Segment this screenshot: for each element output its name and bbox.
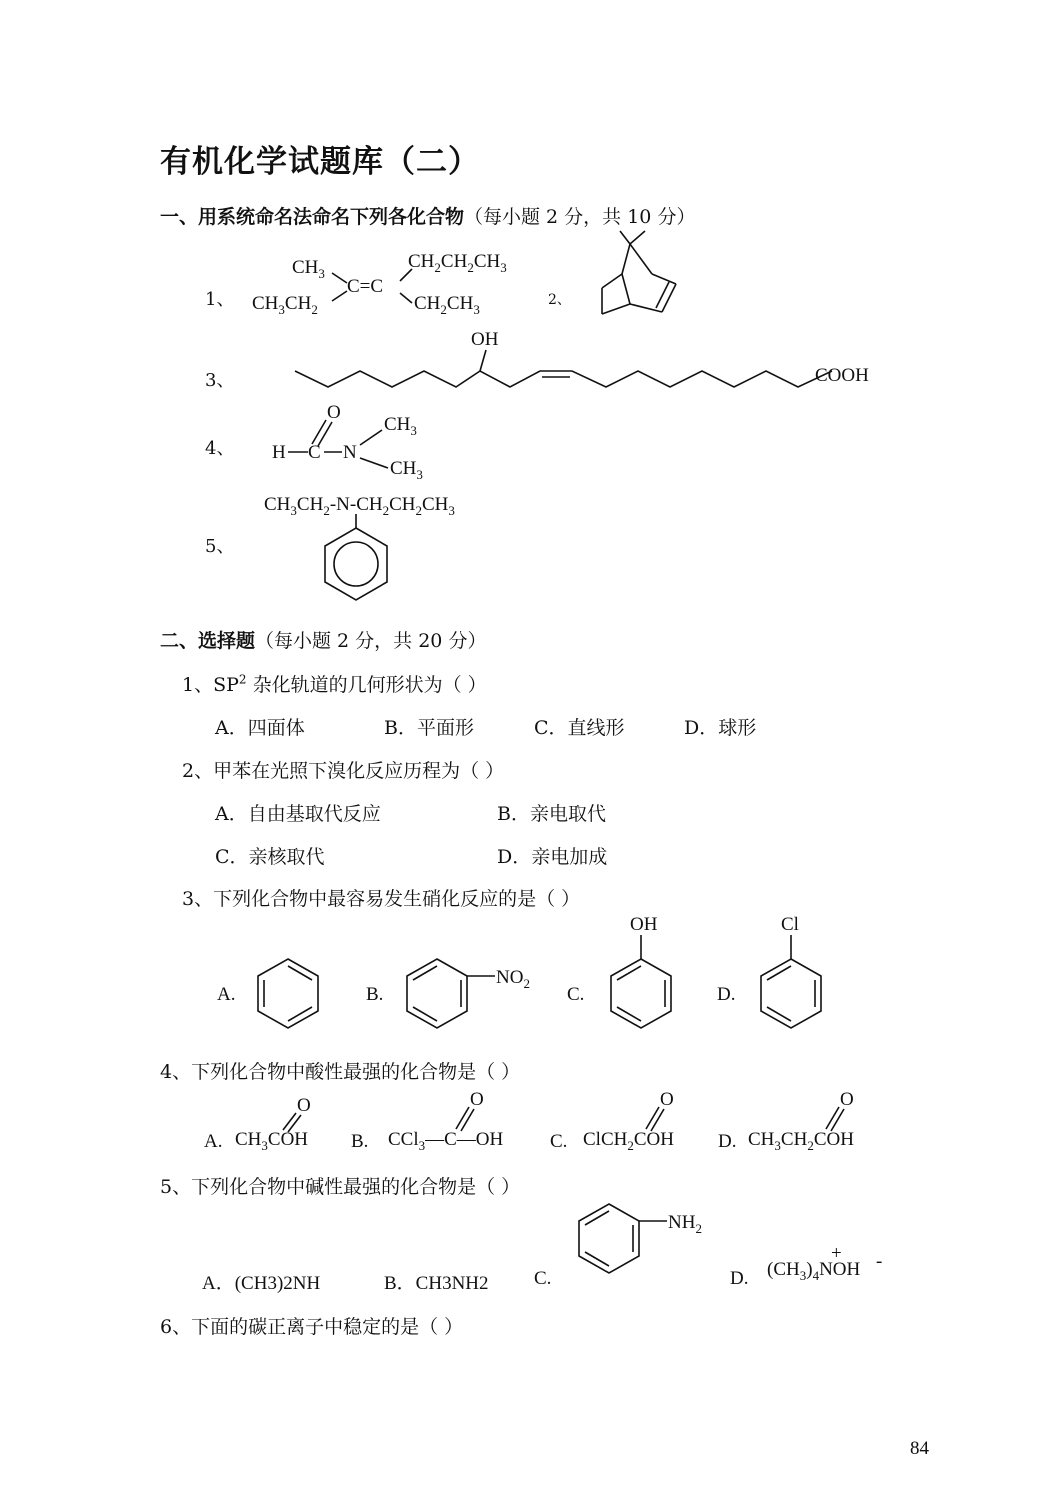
q4-option-a[interactable]: A. [204,1131,223,1152]
structure-1-alkene [250,245,540,325]
s4-ch3-a: $CH_3$ [384,414,417,438]
q5-ammonium-hydroxide [765,1245,905,1285]
q4-option-b[interactable]: B. [351,1131,369,1152]
q4-option-c[interactable]: C. [550,1131,568,1152]
q3d-ring [761,959,821,1028]
page-title: 有机化学试题库（二） [160,144,480,180]
page-number: 84 [910,1438,929,1459]
s2-double-bond [656,282,669,308]
s5-formula: $CH_3CH_2-N-CH_2CH_2CH_3$ [264,494,455,518]
s1-c-double-c: C=C [347,276,384,297]
q4b-o: O [470,1089,484,1110]
q3c-oh: OH [630,914,658,935]
item-label-3: 3、 [205,370,235,391]
q5c-ring [579,1204,639,1273]
s3-oh-bond [480,350,486,371]
s4-c: C [308,442,321,463]
q3-chlorobenzene [754,910,834,1035]
s1-bond-ll [332,291,347,301]
q3d-db2 [767,966,791,980]
q4b-co-b [461,1109,474,1131]
q3b-no2: $NO_2$ [496,967,530,991]
s3-oh: OH [471,329,499,350]
s4-nme-b [360,458,388,468]
item-label-5: 5、 [205,536,235,557]
q2-option-d[interactable]: D．亲电加成 [497,846,608,868]
q4a-formula: $CH_3COH$ [235,1129,309,1153]
s1-ch3ch2-left: $CH_3CH_2$ [252,293,318,317]
q3b-db3 [413,1007,437,1021]
question-6: 6、下面的碳正离子中稳定的是（ ） [160,1316,464,1338]
q1-stem-sup: 2 [238,672,247,687]
q4c-co-a [646,1107,659,1129]
question-4: 4、下列化合物中酸性最强的化合物是（ ） [160,1061,521,1083]
s4-nme-a [360,430,382,445]
question-2: 2、甲苯在光照下溴化反应历程为（ ） [182,760,505,782]
q3a-ring [258,959,318,1028]
question-3: 3、下列化合物中最容易发生硝化反应的是（ ） [182,888,581,910]
s2-ring-3 [602,304,630,314]
q5-option-a[interactable]: A．(CH3)2NH [202,1273,321,1294]
q5d-plus: + [831,1243,842,1264]
q5d-formula: $(CH_3)_4NOH$ [767,1259,861,1283]
section2-heading [160,626,486,653]
q1-option-d[interactable]: D．球形 [684,717,757,739]
q4-option-d[interactable]: D. [718,1131,737,1152]
section2-note: （每小题 2 分，共 20 分） [255,630,487,652]
q3b-ring [407,959,467,1028]
s2-bridge-l [622,244,630,274]
s4-ch3-b: $CH_3$ [390,458,423,482]
q5d-minus: - [876,1251,883,1272]
q1-option-a[interactable]: A．四面体 [215,717,305,739]
q3-nitrobenzene [403,955,553,1035]
q3-option-b[interactable]: B. [366,984,384,1005]
q4c-o: O [660,1089,674,1110]
q4a-co-a [283,1113,296,1130]
q3a-db3 [288,1007,312,1021]
q2-option-c[interactable]: C．亲核取代 [215,846,325,868]
q3d-db3 [767,1007,791,1021]
s2-methyl-a [620,231,630,244]
s3-cooh: COOH [815,365,869,386]
s3-chain [295,371,832,387]
q3-option-d[interactable]: D. [717,984,736,1005]
q5c-db2 [585,1211,609,1225]
q3-phenol [604,910,684,1035]
section1-heading [160,202,695,229]
q1-option-c[interactable]: C．直线形 [534,717,625,739]
q5-aniline [575,1200,735,1280]
structure-2-bicyclic [590,226,690,326]
s2-methyl-b [630,231,645,244]
q3-benzene [254,955,324,1035]
q3a-db2 [288,966,312,980]
q3b-db2 [413,966,437,980]
section1-note: （每小题 2 分，共 10 分） [464,206,696,228]
s2-ring-6 [652,274,676,284]
s1-propyl: $CH_2CH_2CH_3$ [408,251,507,275]
s2-ring-1 [602,274,622,288]
s2-ring-5 [662,284,676,312]
q4c-formula: ClCH$_2$COH [583,1129,674,1153]
item-label-4: 4、 [205,438,235,459]
q3-option-c[interactable]: C. [567,984,585,1005]
s2-bridge-r [630,244,652,274]
q4d-co-a [826,1107,839,1129]
q4d-o: O [840,1089,854,1110]
question-1 [182,670,487,697]
s1-ch3-top: $CH_3$ [292,257,325,281]
q4a-o: O [297,1095,311,1116]
s4-co-bond-a [312,420,326,444]
q5c-db3 [585,1252,609,1266]
q1-stem-a: 1、SP [182,674,239,696]
s1-bond-ul [332,273,347,283]
s1-ethyl: $CH_2CH_3$ [414,293,480,317]
section2-heading-text: 二、选择题 [160,630,256,652]
q1-stem-b: 杂化轨道的几何形状为（ ） [246,674,487,696]
structure-3-fatty-acid [290,325,890,400]
structure-5-aniline [262,488,522,618]
q5-option-d[interactable]: D. [730,1268,749,1289]
q3-option-a[interactable]: A. [217,984,236,1005]
q2-option-b[interactable]: B．亲电取代 [497,803,606,825]
q4d-co-b [831,1109,844,1131]
question-5: 5、下列化合物中碱性最强的化合物是（ ） [160,1176,521,1198]
section1-heading-text: 一、用系统命名法命名下列各化合物 [160,206,465,228]
item-label-1: 1、 [205,289,235,310]
s4-h: H [272,442,286,463]
q1-option-b[interactable]: B．平面形 [384,717,474,739]
q3d-cl: Cl [781,914,799,935]
q5c-nh2: $NH_2$ [668,1212,702,1236]
structure-4-amide [270,400,470,485]
q4b-formula: CCl$_3$—C—OH [388,1129,504,1153]
q4b-co-a [456,1107,469,1129]
s2-ring-7 [622,274,630,304]
q2-option-a[interactable]: A．自由基取代反应 [215,803,381,825]
q4c-co-b [651,1109,664,1131]
s5-aromatic-circle [334,542,378,586]
q4d-formula: $CH_3CH_2COH$ [748,1129,854,1153]
q3c-db3 [617,1007,641,1021]
q4-acids [200,1085,900,1160]
q5-option-b[interactable]: B．CH3NH2 [384,1273,489,1294]
s4-o: O [327,402,341,423]
q5-option-c[interactable]: C. [534,1268,552,1289]
q3c-ring [611,959,671,1028]
s1-bond-lr [400,293,412,303]
s4-n: N [343,442,357,463]
item-label-2: 2、 [548,292,571,308]
q3c-db2 [617,966,641,980]
